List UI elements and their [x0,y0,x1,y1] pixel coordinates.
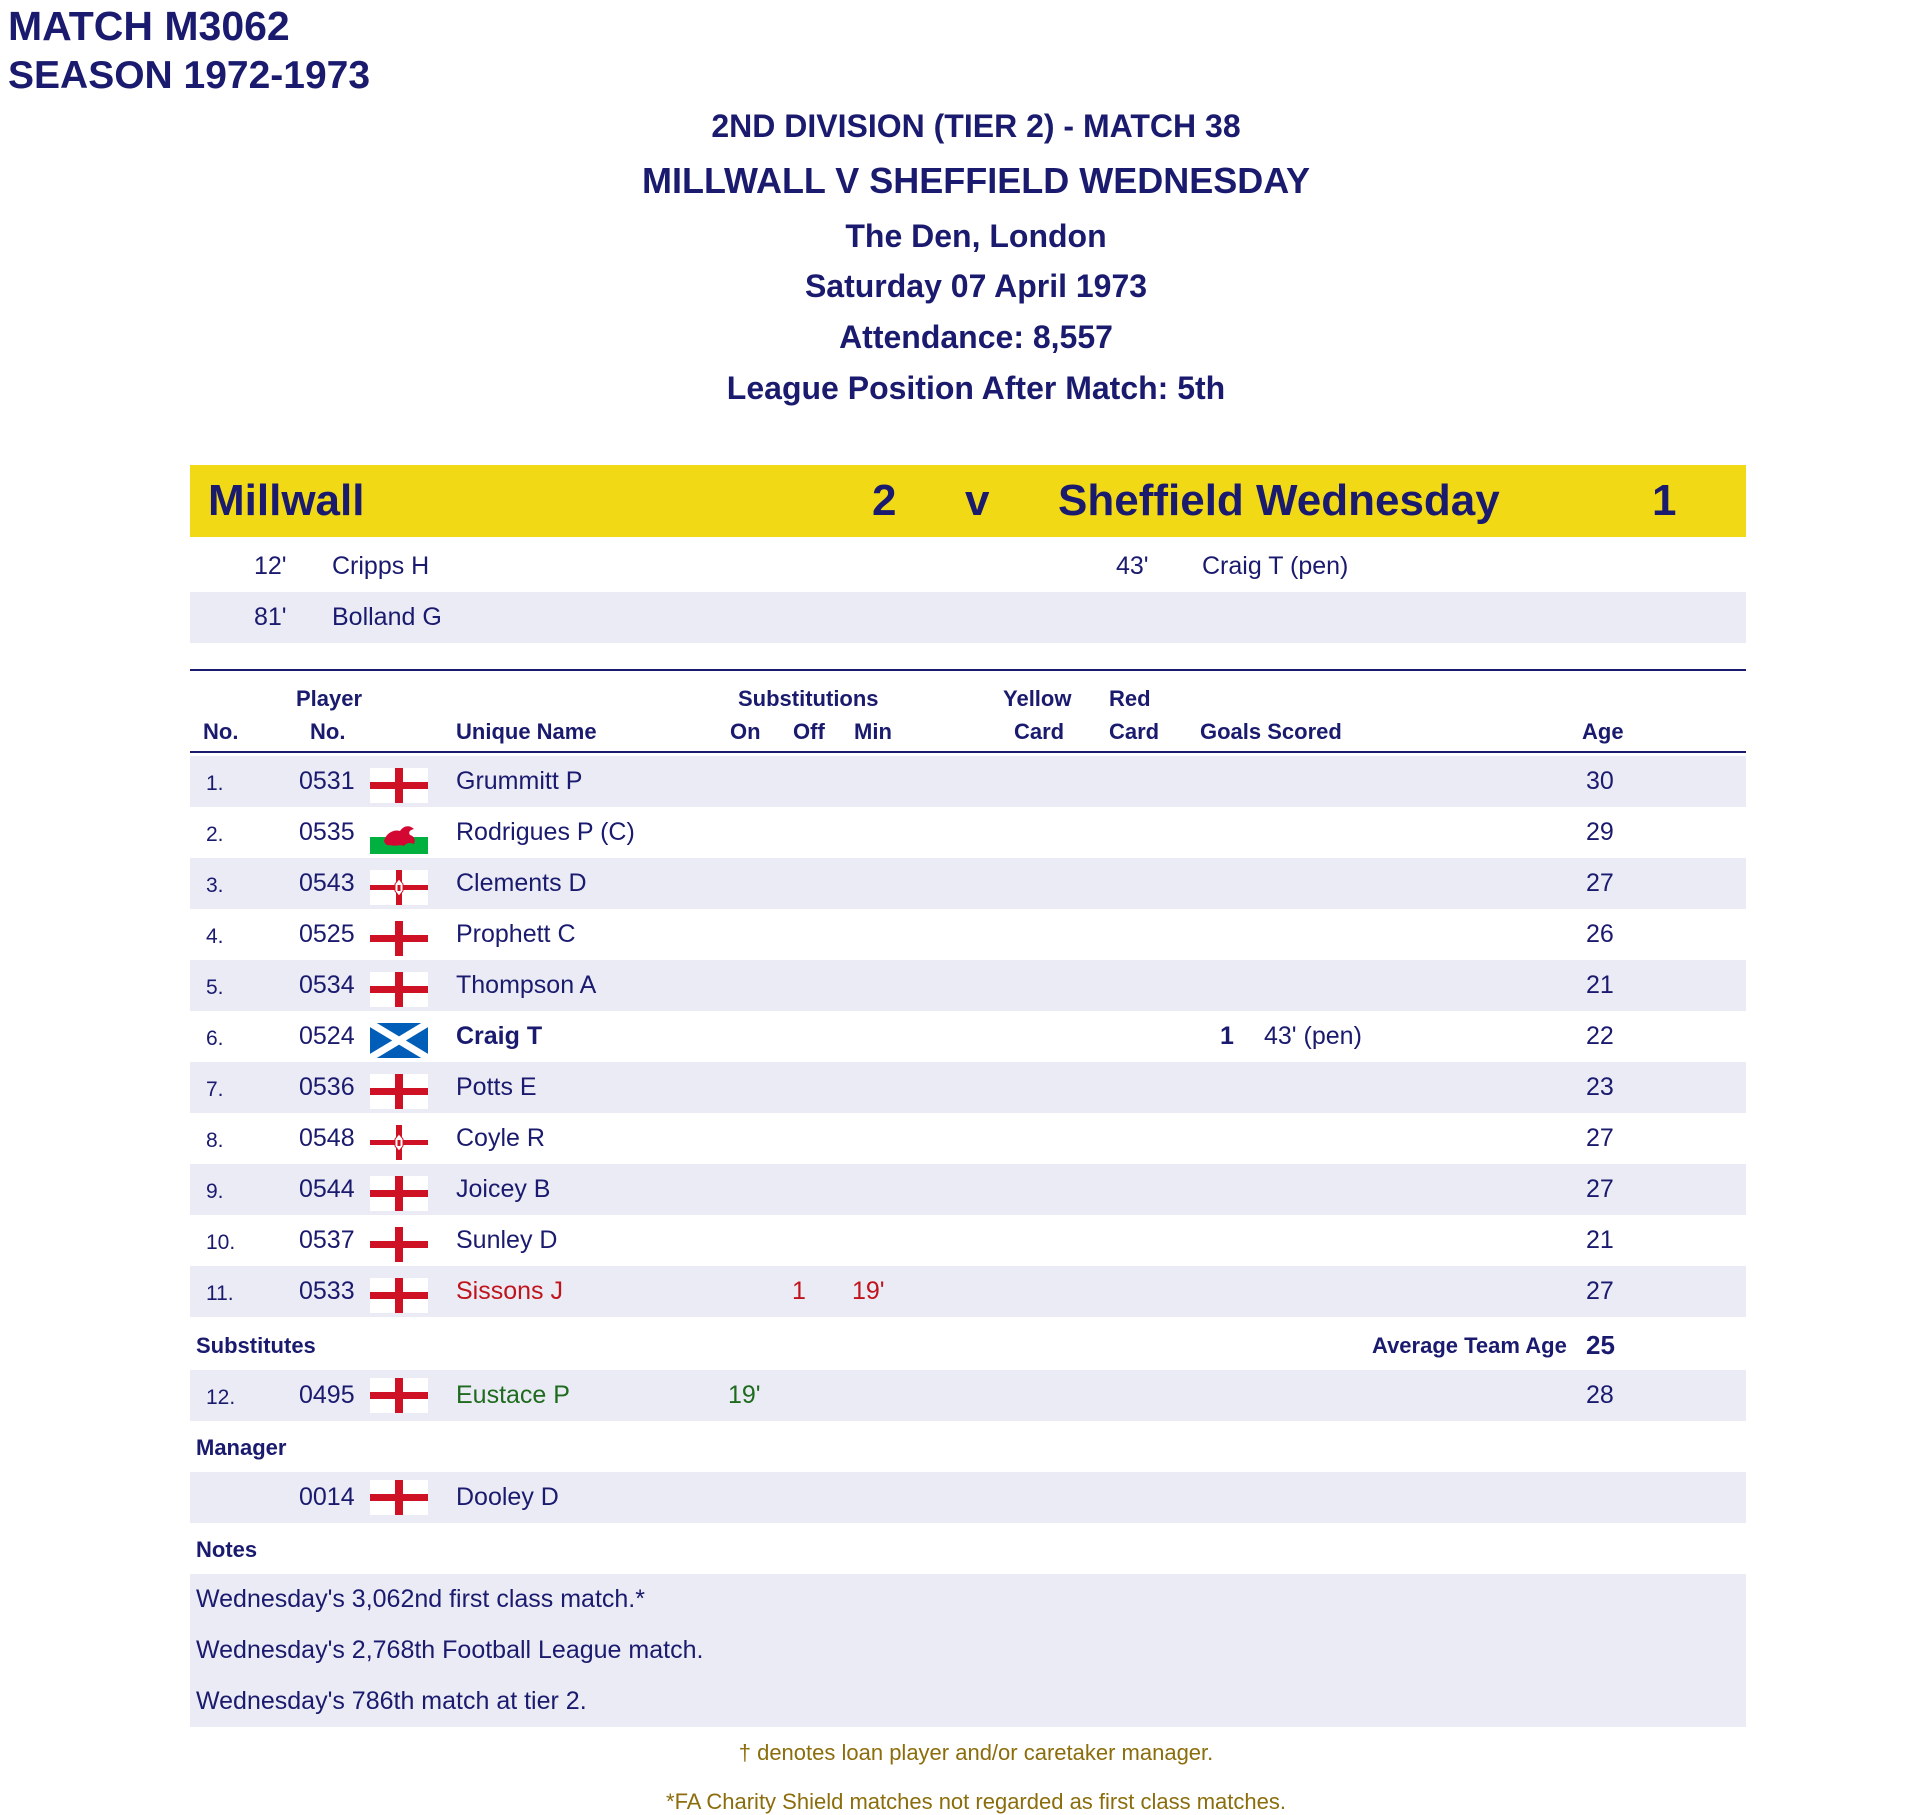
home-goals: 2 [872,476,897,525]
scotland-flag-icon [370,1023,428,1058]
shirt-number: 4. [206,925,224,948]
player-age: 22 [1586,1022,1614,1050]
sub-off: 1 [792,1277,806,1305]
attendance: Attendance: 8,557 [839,319,1113,355]
home-goal-minute: 12' [254,552,287,580]
col-yellow-label: Yellow [1003,686,1072,711]
home-goal-minute: 81' [254,603,287,631]
shirt-number: 9. [206,1180,224,1203]
match-id: MATCH M3062 [8,3,290,49]
england-flag-icon [370,1227,428,1262]
player-age: 27 [1586,1277,1614,1305]
shirt-number: 8. [206,1129,224,1152]
header-rule [190,751,1746,753]
col-no: No. [203,719,239,744]
player-row [190,1266,1746,1317]
division-heading: 2ND DIVISION (TIER 2) - MATCH 38 [711,108,1241,144]
season: SEASON 1972-1973 [8,54,371,97]
fixture-heading: MILLWALL V SHEFFIELD WEDNESDAY [641,160,1311,201]
player-row [190,1113,1746,1164]
col-sub-off: Off [793,719,825,744]
sub-name: Eustace P [456,1381,570,1409]
score-bar [190,465,1746,537]
col-player-label: Player [296,686,363,711]
player-number: 0534 [299,971,355,999]
note-line: Wednesday's 786th match at tier 2. [196,1687,587,1715]
player-number: 0536 [299,1073,355,1101]
player-name: Rodrigues P (C) [456,818,635,846]
away-scorer: Craig T (pen) [1202,552,1349,580]
sub-number: 12. [206,1386,236,1409]
player-name: Thompson A [456,971,597,999]
england-flag-icon [370,1480,428,1515]
player-name: Prophett C [456,920,576,948]
away-goals: 1 [1652,476,1677,525]
player-age: 29 [1586,818,1614,846]
note-line: Wednesday's 2,768th Football League match. [196,1636,704,1664]
wales-flag-icon [370,819,428,854]
col-substitutions: Substitutions [738,686,879,711]
sub-player-no: 0495 [299,1381,355,1409]
player-row [190,807,1746,858]
player-row [190,1164,1746,1215]
shirt-number: 10. [206,1231,236,1254]
player-age: 23 [1586,1073,1614,1101]
england-flag-icon [370,768,428,803]
home-team: Millwall [208,476,365,525]
player-name: Sunley D [456,1226,558,1254]
manager-label: Manager [196,1435,287,1460]
note-line: Wednesday's 3,062nd first class match.* [196,1585,645,1613]
substitute-row [190,1370,1746,1421]
shirt-number: 6. [206,1027,224,1050]
player-age: 27 [1586,869,1614,897]
footnote-loan: † denotes loan player and/or caretaker manager. [738,1740,1214,1765]
home-scorer: Cripps H [332,552,430,580]
sub-minute: 19' [852,1277,885,1305]
player-age: 27 [1586,1175,1614,1203]
player-row [190,1215,1746,1266]
player-number: 0531 [299,767,355,795]
footnote-charity-shield: *FA Charity Shield matches not regarded as first class matches. [666,1789,1286,1814]
player-name: Potts E [456,1073,537,1101]
away-team: Sheffield Wednesday [1058,476,1500,525]
sub-on-minute: 19' [728,1381,761,1409]
player-age: 21 [1586,1226,1614,1254]
england-flag-icon [370,921,428,956]
notes-label: Notes [196,1537,258,1562]
shirt-number: 7. [206,1078,224,1101]
player-age: 26 [1586,920,1614,948]
player-row [190,1011,1746,1062]
player-age: 30 [1586,767,1614,795]
col-yellow-card: Card [1014,719,1065,744]
player-name: Grummitt P [456,767,583,795]
player-age: 27 [1586,1124,1614,1152]
shirt-number: 5. [206,976,224,999]
goal-detail: 43' (pen) [1264,1022,1362,1050]
shirt-number: 2. [206,823,224,846]
col-goals-scored: Goals Scored [1200,719,1342,744]
notes-box [190,1574,1746,1727]
goals-count: 1 [1220,1022,1234,1050]
col-sub-on: On [730,719,761,744]
player-row [190,960,1746,1011]
manager-name: Dooley D [456,1483,559,1511]
player-number: 0525 [299,920,355,948]
player-number: 0543 [299,869,355,897]
player-number: 0524 [299,1022,355,1050]
player-number: 0533 [299,1277,355,1305]
england-flag-icon [370,1074,428,1109]
player-name: Clements D [456,869,587,897]
player-name: Craig T [456,1022,543,1050]
player-row [190,909,1746,960]
player-number: 0535 [299,818,355,846]
player-name: Coyle R [456,1124,545,1152]
home-scorer: Bolland G [332,603,442,631]
col-player-no: No. [310,719,346,744]
shirt-number: 11. [206,1282,234,1305]
col-red-label: Red [1109,686,1151,711]
player-number: 0544 [299,1175,355,1203]
england-flag-icon [370,1278,428,1313]
player-row [190,1062,1746,1113]
england-flag-icon [370,972,428,1007]
player-name: Joicey B [456,1175,551,1203]
col-unique-name: Unique Name [456,719,597,744]
substitutes-label: Substitutes [196,1333,316,1358]
table-top-rule [190,669,1746,671]
col-red-card: Card [1109,719,1160,744]
england-flag-icon [370,1176,428,1211]
player-age: 21 [1586,971,1614,999]
england-flag-icon [370,1378,428,1413]
player-number: 0548 [299,1124,355,1152]
away-goal-minute: 43' [1116,552,1149,580]
league-position: League Position After Match: 5th [726,370,1226,406]
player-name: Sissons J [456,1277,563,1305]
average-age-label: Average Team Age [1372,1333,1567,1358]
scorer-row [190,592,1746,643]
venue: The Den, London [845,218,1107,254]
manager-row [190,1472,1746,1523]
manager-player-no: 0014 [299,1483,355,1511]
col-age: Age [1582,719,1624,744]
vs-label: v [965,476,990,525]
northern-ireland-flag-icon [370,1125,428,1160]
northern-ireland-flag-icon [370,870,428,905]
sub-age: 28 [1586,1381,1614,1409]
shirt-number: 3. [206,874,224,897]
col-sub-min: Min [854,719,892,744]
match-date: Saturday 07 April 1973 [804,268,1148,304]
shirt-number: 1. [206,772,224,795]
player-row [190,858,1746,909]
player-number: 0537 [299,1226,355,1254]
scorer-row [190,541,1746,592]
average-age-value: 25 [1586,1330,1615,1360]
player-row [190,756,1746,807]
